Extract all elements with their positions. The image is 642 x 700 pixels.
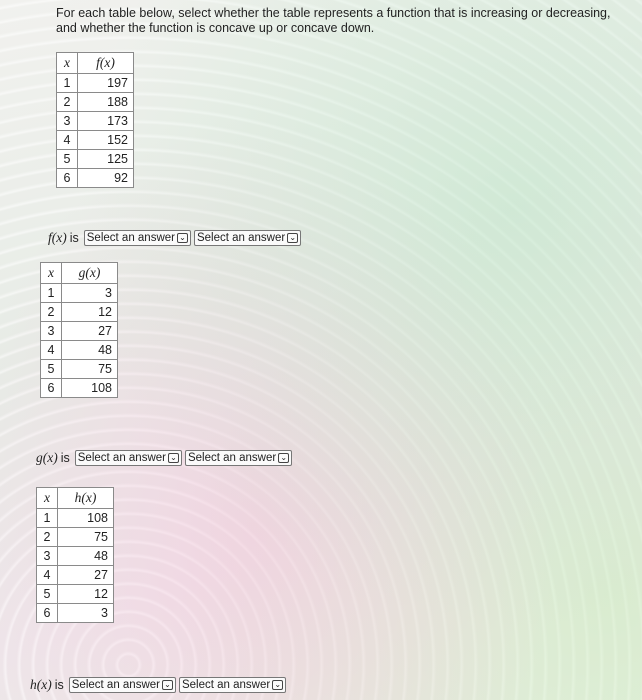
instructions-line-1: For each table below, select whether the table represents a function that is increasing or decreasing, — [56, 6, 611, 20]
y-cell: 27 — [58, 566, 114, 585]
table-row — [57, 93, 134, 112]
table-row — [37, 528, 114, 547]
y-header: g(x) — [62, 263, 118, 284]
chevron-down-icon: ⌄ — [272, 680, 283, 690]
x-cell: 2 — [57, 93, 78, 112]
select-value: Select an answer — [187, 452, 277, 464]
x-cell: 6 — [41, 379, 62, 398]
y-cell: 92 — [78, 169, 134, 188]
x-header: x — [57, 53, 78, 74]
select-value: Select an answer — [181, 679, 271, 691]
table-f — [56, 52, 134, 188]
is-label: is — [60, 451, 70, 465]
table-row — [41, 284, 118, 303]
table-row — [37, 585, 114, 604]
answer-line-f — [48, 230, 301, 246]
x-cell: 1 — [37, 509, 58, 528]
y-cell: 12 — [58, 585, 114, 604]
x-header: x — [41, 263, 62, 284]
x-cell: 2 — [41, 303, 62, 322]
table-header-row — [57, 53, 134, 74]
y-cell: 3 — [58, 604, 114, 623]
chevron-down-icon: ⌄ — [177, 233, 188, 243]
x-cell: 1 — [41, 284, 62, 303]
table-header-row — [37, 488, 114, 509]
x-cell: 2 — [37, 528, 58, 547]
answer-line-h — [30, 677, 286, 693]
x-cell: 4 — [37, 566, 58, 585]
concavity-select[interactable] — [179, 677, 286, 693]
x-cell: 5 — [57, 150, 78, 169]
monotonicity-select[interactable] — [75, 450, 182, 466]
chevron-down-icon: ⌄ — [168, 453, 179, 463]
function-name: f(x) — [48, 230, 67, 245]
table-h — [36, 487, 114, 623]
y-cell: 3 — [62, 284, 118, 303]
x-cell: 6 — [37, 604, 58, 623]
x-cell: 4 — [57, 131, 78, 150]
x-cell: 3 — [37, 547, 58, 566]
x-cell: 4 — [41, 341, 62, 360]
table-row — [57, 150, 134, 169]
y-cell: 188 — [78, 93, 134, 112]
y-cell: 197 — [78, 74, 134, 93]
chevron-down-icon: ⌄ — [162, 680, 173, 690]
select-value: Select an answer — [71, 679, 160, 691]
table-row — [37, 509, 114, 528]
table-row — [57, 169, 134, 188]
y-cell: 108 — [58, 509, 114, 528]
x-header: x — [37, 488, 58, 509]
y-cell: 108 — [62, 379, 118, 398]
table-row — [57, 74, 134, 93]
chevron-down-icon: ⌄ — [287, 233, 298, 243]
function-name: g(x) — [36, 450, 58, 465]
y-cell: 125 — [78, 150, 134, 169]
is-label: is — [54, 678, 64, 692]
y-cell: 75 — [62, 360, 118, 379]
instructions — [56, 6, 626, 36]
table-row — [37, 604, 114, 623]
select-value: Select an answer — [196, 232, 286, 244]
x-cell: 5 — [41, 360, 62, 379]
is-label: is — [69, 231, 79, 245]
table-row — [41, 360, 118, 379]
table-row — [41, 322, 118, 341]
table-row — [41, 303, 118, 322]
y-cell: 48 — [62, 341, 118, 360]
select-value: Select an answer — [86, 232, 175, 244]
table-row — [37, 566, 114, 585]
table-header-row — [41, 263, 118, 284]
function-name: h(x) — [30, 677, 52, 692]
x-cell: 6 — [57, 169, 78, 188]
x-cell: 1 — [57, 74, 78, 93]
table-g — [40, 262, 118, 398]
y-cell: 173 — [78, 112, 134, 131]
x-cell: 5 — [37, 585, 58, 604]
concavity-select[interactable] — [194, 230, 301, 246]
y-cell: 75 — [58, 528, 114, 547]
monotonicity-select[interactable] — [69, 677, 176, 693]
y-cell: 152 — [78, 131, 134, 150]
y-header: f(x) — [78, 53, 134, 74]
x-cell: 3 — [41, 322, 62, 341]
y-cell: 48 — [58, 547, 114, 566]
table-row — [57, 131, 134, 150]
answer-line-g — [36, 450, 292, 466]
instructions-line-2: and whether the function is concave up or concave down. — [56, 21, 375, 35]
select-value: Select an answer — [77, 452, 166, 464]
y-cell: 12 — [62, 303, 118, 322]
x-cell: 3 — [57, 112, 78, 131]
chevron-down-icon: ⌄ — [278, 453, 289, 463]
table-row — [41, 379, 118, 398]
table-row — [57, 112, 134, 131]
table-row — [37, 547, 114, 566]
concavity-select[interactable] — [185, 450, 292, 466]
table-row — [41, 341, 118, 360]
y-cell: 27 — [62, 322, 118, 341]
y-header: h(x) — [58, 488, 114, 509]
monotonicity-select[interactable] — [84, 230, 191, 246]
